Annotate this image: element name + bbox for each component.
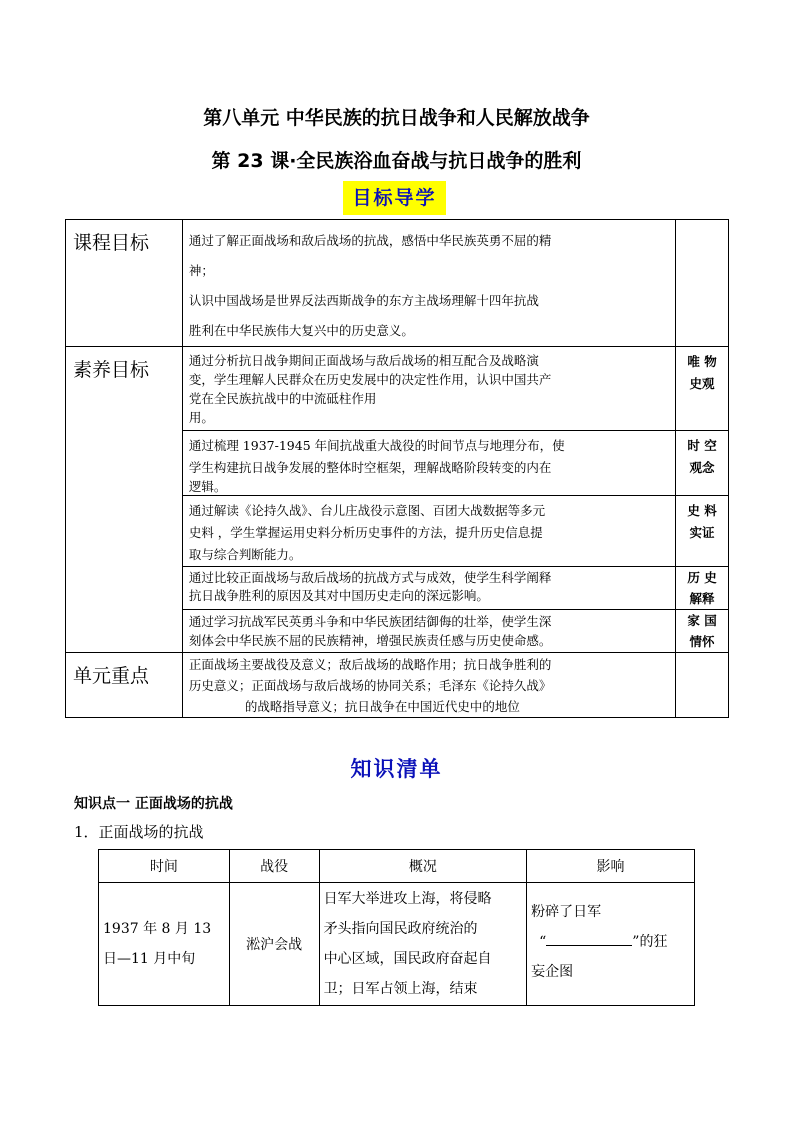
tag-line: 解释 xyxy=(689,591,715,606)
text-line: 通过梳理 1937-1945 年间抗战重大战役的时间节点与地理分布，使 xyxy=(188,438,565,453)
literacy-tag xyxy=(676,347,729,431)
text-line: 粉碎了日军 xyxy=(531,904,602,920)
literacy-item xyxy=(182,567,675,610)
section-banner: 目标导学 xyxy=(343,181,446,215)
literacy-item xyxy=(182,496,675,567)
tag-line: 史 料 xyxy=(687,503,717,518)
table-row xyxy=(99,883,695,1006)
overview-cell xyxy=(319,883,527,1006)
text-line: 刻体会中华民族不屈的民族精神，增强民族责任感与历史使命感。 xyxy=(188,633,552,648)
literacy-item xyxy=(182,347,675,431)
literacy-tag xyxy=(676,496,729,567)
impact-cell xyxy=(527,883,695,1006)
text-line: 学生构建抗日战争发展的整体时空框架，理解战略阶段转变的内在 xyxy=(188,460,552,475)
unit-title: 第八单元 中华民族的抗日战争和人民解放战争 xyxy=(203,107,590,129)
tag-line: 史观 xyxy=(689,376,715,391)
fill-in-blank[interactable] xyxy=(546,945,632,946)
text-line: 历史意义；正面战场与敌后战场的协同关系；毛泽东《论持久战》 xyxy=(188,678,552,693)
empty-cell xyxy=(676,220,729,347)
text-line: 日—11 月中旬 xyxy=(103,951,196,967)
knowledge-point-title: 知识点一 正面战场的抗战 xyxy=(74,796,233,812)
text-line: 用。 xyxy=(188,410,214,425)
text-line: 逻辑。 xyxy=(188,479,227,494)
course-goal-label: 课程目标 xyxy=(66,220,183,347)
knowledge-heading: 知识清单 xyxy=(350,757,443,781)
text-line: 史料 ，学生掌握运用史料分析历史事件的方法，提升历史信息提 xyxy=(188,525,543,540)
literacy-tag xyxy=(676,431,729,496)
column-header: 概况 xyxy=(319,850,527,883)
tag-line: 时 空 xyxy=(687,438,717,453)
course-goal-text xyxy=(182,220,675,347)
literacy-goal-label: 素养目标 xyxy=(66,347,183,653)
unit-focus-text xyxy=(182,653,675,718)
text-fragment: ”的狂 xyxy=(632,934,668,950)
text-line: 妄企图 xyxy=(531,964,574,980)
literacy-tag xyxy=(676,567,729,610)
text-line: 通过了解正面战场和敌后战场的抗战，感悟中华民族英勇不屈的精 xyxy=(188,233,552,248)
text-line: 通过学习抗战军民英勇斗争和中华民族团结御侮的壮举，使学生深 xyxy=(188,614,552,629)
text-line: 抗日战争胜利的原因及其对中国历史走向的深远影响。 xyxy=(188,588,489,603)
tag-line: 唯 物 xyxy=(687,354,717,369)
unit-focus-label: 单元重点 xyxy=(66,653,183,718)
literacy-tag xyxy=(676,610,729,653)
text-line: 变，学生理解人民群众在历史发展中的决定性作用，认识中国共产 xyxy=(188,372,552,387)
literacy-item xyxy=(182,431,675,496)
text-line: 党在全民族抗战中的中流砥柱作用 xyxy=(188,391,377,406)
battle-cell: 淞沪会战 xyxy=(229,883,319,1006)
text-line: 卫；日军占领上海，结束 xyxy=(323,981,478,997)
text-line: 认识中国战场是世界反法西斯战争的东方主战场理解十四年抗战 xyxy=(188,293,539,308)
column-header: 时间 xyxy=(99,850,230,883)
text-line: 通过解读《论持久战》、台儿庄战役示意图、百团大战数据等多元 xyxy=(188,503,546,518)
text-line: 神； xyxy=(188,263,214,278)
tag-line: 家 国 xyxy=(687,613,717,628)
objectives-table xyxy=(65,219,729,718)
column-header: 影响 xyxy=(527,850,695,883)
battle-table xyxy=(98,849,695,1006)
tag-line: 实证 xyxy=(689,525,715,540)
time-cell xyxy=(99,883,230,1006)
text-line: 通过分析抗日战争期间正面战场与敌后战场的相互配合及战略演 xyxy=(188,353,539,368)
text-line: 日军大举进攻上海，将侵略 xyxy=(323,891,492,907)
tag-line: 历 史 xyxy=(687,570,717,585)
literacy-item xyxy=(182,610,675,653)
column-header: 战役 xyxy=(229,850,319,883)
text-line: 正面战场主要战役及意义；敌后战场的战略作用；抗日战争胜利的 xyxy=(188,657,552,672)
text-line: 通过比较正面战场与敌后战场的抗战方式与成效，使学生科学阐释 xyxy=(188,570,552,585)
quote-mark: “ xyxy=(539,934,547,950)
text-line: 胜利在中华民族伟大复兴中的历史意义。 xyxy=(188,323,414,338)
subsection-title: 1．正面战场的抗战 xyxy=(74,823,204,841)
lesson-title: 第 23 课·全民族浴血奋战与抗日战争的胜利 xyxy=(211,150,582,172)
text-line: 1937 年 8 月 13 xyxy=(103,921,212,937)
text-line: 的战略指导意义；抗日战争在中国近代史中的地位 xyxy=(244,699,520,714)
tag-line: 观念 xyxy=(689,460,715,475)
text-line: 矛头指向国民政府统治的 xyxy=(323,921,478,937)
empty-cell xyxy=(676,653,729,718)
text-line: 取与综合判断能力。 xyxy=(188,547,302,562)
tag-line: 情怀 xyxy=(689,634,715,649)
text-line xyxy=(531,927,690,957)
text-line: 中心区域，国民政府奋起自 xyxy=(323,951,492,967)
